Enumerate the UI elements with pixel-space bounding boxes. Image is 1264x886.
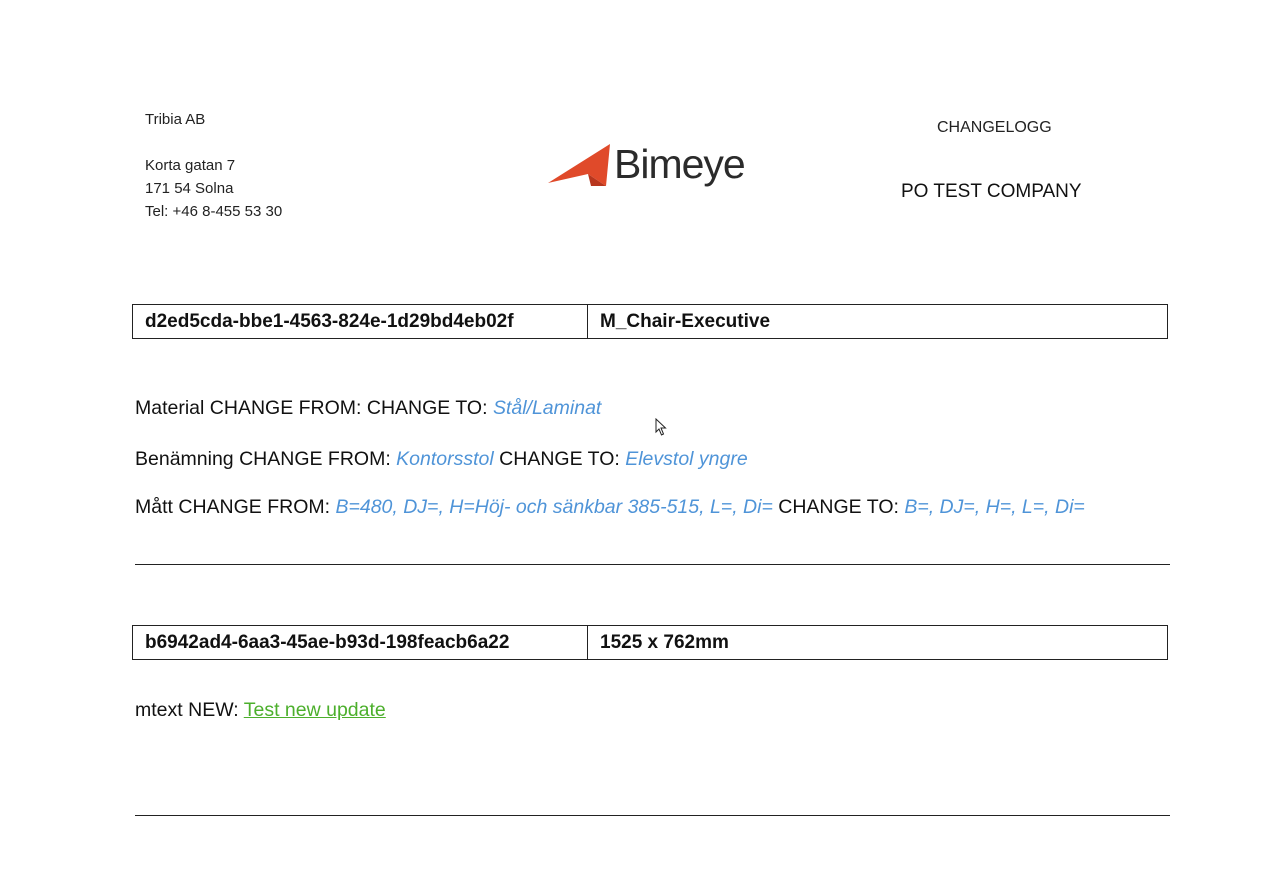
change-to-label: CHANGE TO:: [778, 496, 899, 518]
entry-id: b6942ad4-6aa3-45ae-b93d-198feacb6a22: [133, 626, 588, 660]
change-to-label: CHANGE TO:: [366, 397, 488, 419]
change-to-value: B=, DJ=, H=, L=, Di=: [904, 496, 1085, 518]
change-line: [135, 496, 1085, 519]
mouse-cursor-icon: [655, 418, 667, 441]
company-address: [145, 108, 282, 223]
company-name: Tribia AB: [145, 111, 206, 128]
table-row: [133, 626, 1168, 660]
change-field: Benämning: [135, 448, 234, 470]
company-city: 171 54 Solna: [145, 180, 234, 197]
change-from-value: B=480, DJ=, H=Höj- och sänkbar 385-515, L=, Di=: [335, 496, 773, 518]
company-phone: Tel: +46 8-455 53 30: [145, 203, 283, 220]
new-line: [135, 699, 386, 722]
change-line: [135, 397, 601, 420]
entry-divider: [135, 815, 1170, 816]
change-to-label: CHANGE TO:: [499, 448, 620, 470]
document-type: CHANGELOGG: [937, 119, 1052, 136]
bimeye-logo: [548, 140, 745, 188]
change-from-label: CHANGE FROM:: [209, 397, 362, 419]
new-field: mtext: [135, 699, 183, 721]
change-field: Material: [135, 397, 205, 419]
change-from-label: CHANGE FROM:: [178, 496, 331, 518]
change-field: Mått: [135, 496, 173, 518]
change-from-value: Kontorsstol: [396, 448, 494, 470]
entry-header-table: [132, 625, 1168, 660]
entry-id: d2ed5cda-bbe1-4563-824e-1d29bd4eb02f: [133, 305, 588, 339]
logo-text: Bimeye: [614, 140, 745, 187]
entry-header-table: [132, 304, 1168, 339]
bimeye-arrow-icon: [548, 140, 610, 188]
change-to-value: Stål/Laminat: [492, 397, 602, 419]
customer-name: PO TEST COMPANY: [901, 181, 1082, 202]
new-value-link[interactable]: Test new update: [243, 699, 386, 721]
table-row: [133, 305, 1168, 339]
new-label: NEW:: [188, 699, 239, 721]
change-line: [135, 448, 748, 471]
entry-divider: [135, 564, 1170, 565]
change-from-label: CHANGE FROM:: [239, 448, 391, 470]
entry-name: M_Chair-Executive: [588, 305, 1168, 339]
change-to-value: Elevstol yngre: [625, 448, 748, 470]
entry-name: 1525 x 762mm: [588, 626, 1168, 660]
company-street: Korta gatan 7: [145, 157, 236, 174]
